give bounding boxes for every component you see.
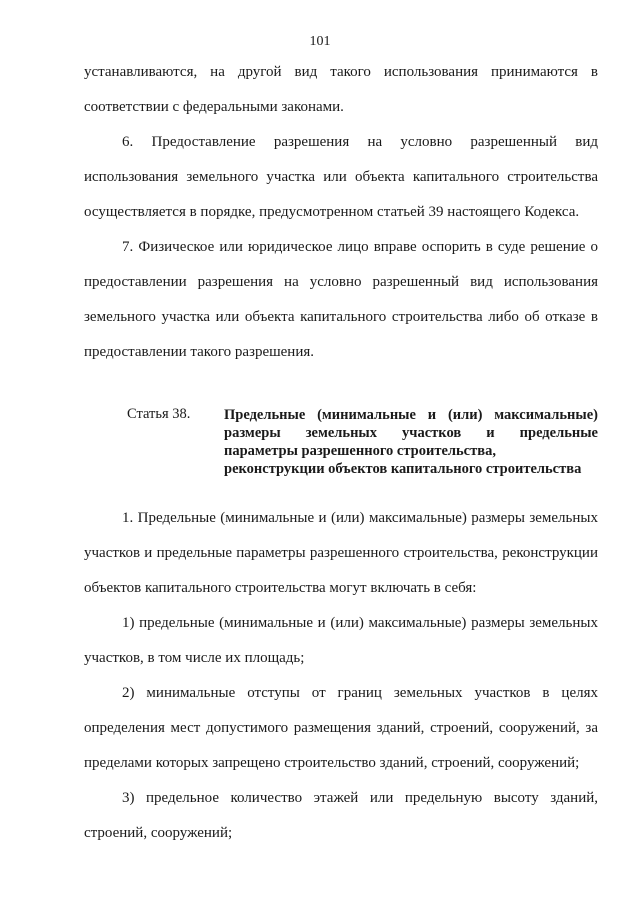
- article-title: [224, 406, 598, 478]
- article-label: Статья 38.: [127, 406, 191, 422]
- paragraph-subitem-3: 3) предельное количество этажей или предельную высоту зданий, строений, сооружений;: [84, 790, 598, 841]
- text-block-top: [84, 55, 598, 370]
- page-number: 101: [309, 34, 331, 49]
- paragraph-subitem-1: 1) предельные (минимальные и (или) максимальные) размеры земельных участков, в том числе их площадь;: [84, 615, 598, 666]
- paragraph-continuation: устанавливаются, на другой вид такого использования принимаются в соответствии с федеральными законами.: [84, 64, 598, 115]
- text-block-bottom: [84, 501, 598, 851]
- article-title-line: размеры земельных участков и предельные: [224, 425, 598, 441]
- article-title-line: реконструкции объектов капитального строительства: [224, 461, 582, 477]
- article-title-line: параметры разрешенного строительства,: [224, 443, 496, 459]
- paragraph-item-1: 1. Предельные (минимальные и (или) максимальные) размеры земельных участков и предельные параметры разрешенного строительства, реконструкции объектов капитального строительства могут включать в себя:: [84, 510, 598, 596]
- paragraph-subitem-2: 2) минимальные отступы от границ земельных участков в целях определения мест допустимого размещения зданий, строений, сооружений, за пределами которых запрещено строительство зданий, строений, сооружений;: [84, 685, 598, 771]
- paragraph-item-7: 7. Физическое или юридическое лицо вправе оспорить в суде решение о предоставлении разрешения на условно разрешенный вид использования земельного участка или объекта капитального строительства либо об отказе в предоставлении такого разрешения.: [84, 239, 598, 360]
- article-title-line: Предельные (минимальные и (или) максимальные): [224, 407, 598, 423]
- paragraph-item-6: 6. Предоставление разрешения на условно разрешенный вид использования земельного участка или объекта капитального строительства осуществляется в порядке, предусмотренном статьей 39 настоящего Кодекса.: [84, 134, 598, 220]
